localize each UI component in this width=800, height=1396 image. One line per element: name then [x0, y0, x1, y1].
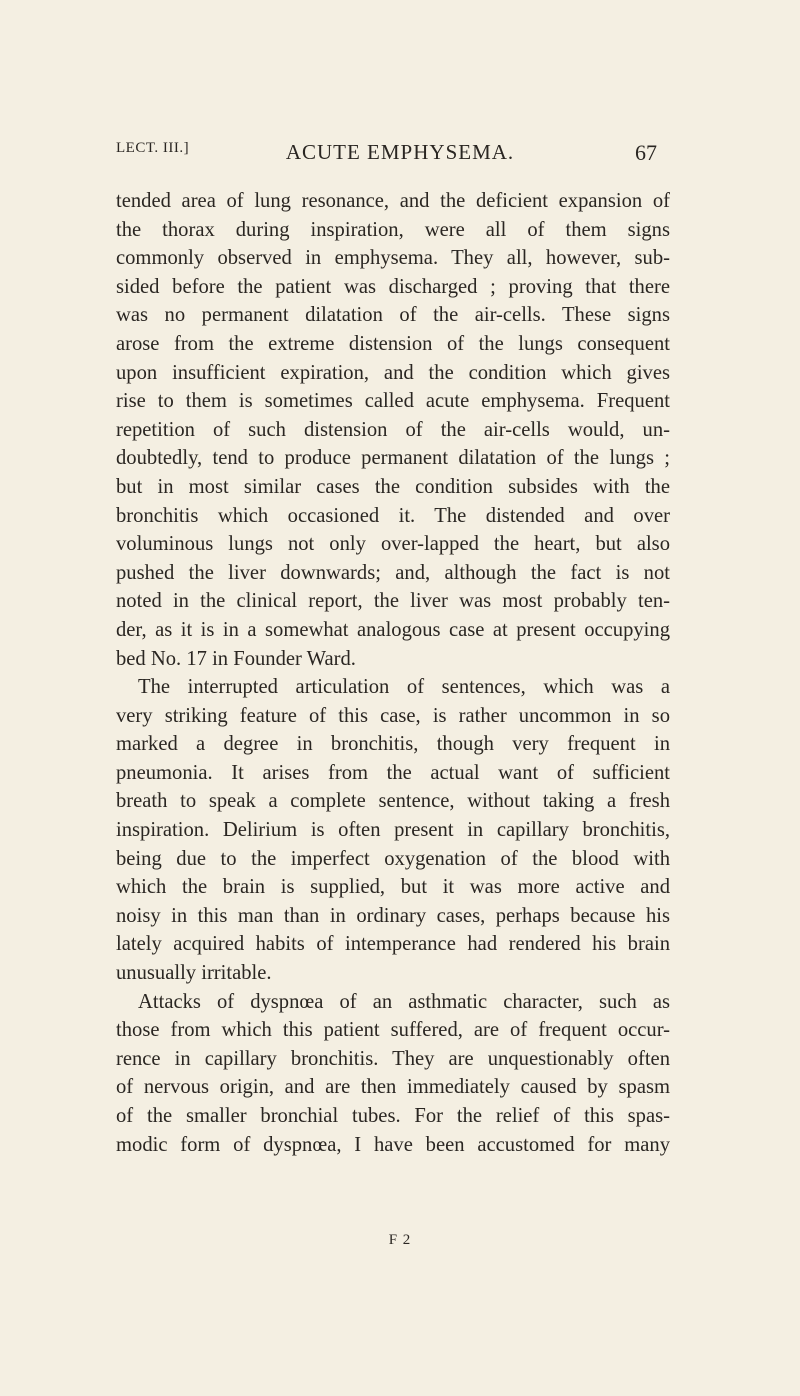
text-line: inspiration. Delirium is often present in capillary bronchitis, — [116, 819, 670, 842]
text-line: marked a degree in bronchitis, though very frequent in — [116, 733, 670, 756]
text-line: unusually irritable. — [116, 962, 272, 985]
page-number: 67 — [635, 140, 657, 165]
text-line: bed No. 17 in Founder Ward. — [116, 647, 356, 670]
lecture-marker: LECT. III.] — [116, 140, 190, 156]
text-line: of nervous origin, and are then immediately caused by spasm — [116, 1076, 670, 1099]
text-line: the thorax during inspiration, were all of them signs — [116, 218, 670, 241]
chapter-title: ACUTE EMPHYSEMA. — [285, 140, 515, 164]
text-line: lately acquired habits of intemperance had rendered his brain — [116, 933, 670, 956]
text-line: was no permanent dilatation of the air-cells. These signs — [116, 304, 670, 327]
text-line: repetition of such distension of the air-cells would, un- — [116, 418, 670, 441]
text-line: being due to the imperfect oxygenation of the blood with — [116, 847, 670, 870]
text-line: noisy in this man than in ordinary cases, perhaps because his — [116, 904, 670, 927]
text-line: commonly observed in emphysema. They all, however, sub- — [116, 247, 670, 270]
text-line: bronchitis which occasioned it. The distended and over — [116, 504, 670, 527]
text-line: doubtedly, tend to produce permanent dilatation of the lungs ; — [116, 447, 670, 470]
text-line: pushed the liver downwards; and, although the fact is not — [116, 561, 670, 584]
text-line: tended area of lung resonance, and the deficient expansion of — [116, 190, 670, 212]
running-head — [0, 140, 800, 170]
text-line: pneumonia. It arises from the actual want of sufficient — [116, 761, 670, 784]
text-line: which the brain is supplied, but it was more active and — [116, 876, 670, 899]
text-line: those from which this patient suffered, are of frequent occur- — [116, 1019, 670, 1042]
body-text — [116, 187, 670, 1159]
text-line: very striking feature of this case, is rather uncommon in so — [116, 704, 670, 727]
text-line: but in most similar cases the condition subsides with the — [116, 475, 670, 498]
text-line: arose from the extreme distension of the lungs consequent — [116, 332, 670, 355]
text-line: rence in capillary bronchitis. They are unquestionably often — [116, 1047, 670, 1070]
text-line: sided before the patient was discharged ; proving that there — [116, 275, 670, 298]
text-line: The interrupted articulation of sentences, which was a — [138, 676, 670, 699]
text-line: upon insufficient expiration, and the condition which gives — [116, 361, 670, 384]
text-line: voluminous lungs not only over-lapped the heart, but also — [116, 533, 670, 556]
text-line: of the smaller bronchial tubes. For the relief of this spas- — [116, 1105, 670, 1127]
text-line: Attacks of dyspnœa of an asthmatic character, such as — [138, 990, 670, 1013]
text-line: noted in the clinical report, the liver was most probably ten- — [116, 590, 670, 613]
text-line: rise to them is sometimes called acute emphysema. Frequent — [116, 390, 670, 413]
text-line: modic form of dyspnœa, I have been accustomed for many — [116, 1133, 670, 1156]
signature-mark: F 2 — [388, 1232, 412, 1248]
text-line: breath to speak a complete sentence, without taking a fresh — [116, 790, 670, 813]
text-line: der, as it is in a somewhat analogous case at present occupying — [116, 618, 670, 641]
